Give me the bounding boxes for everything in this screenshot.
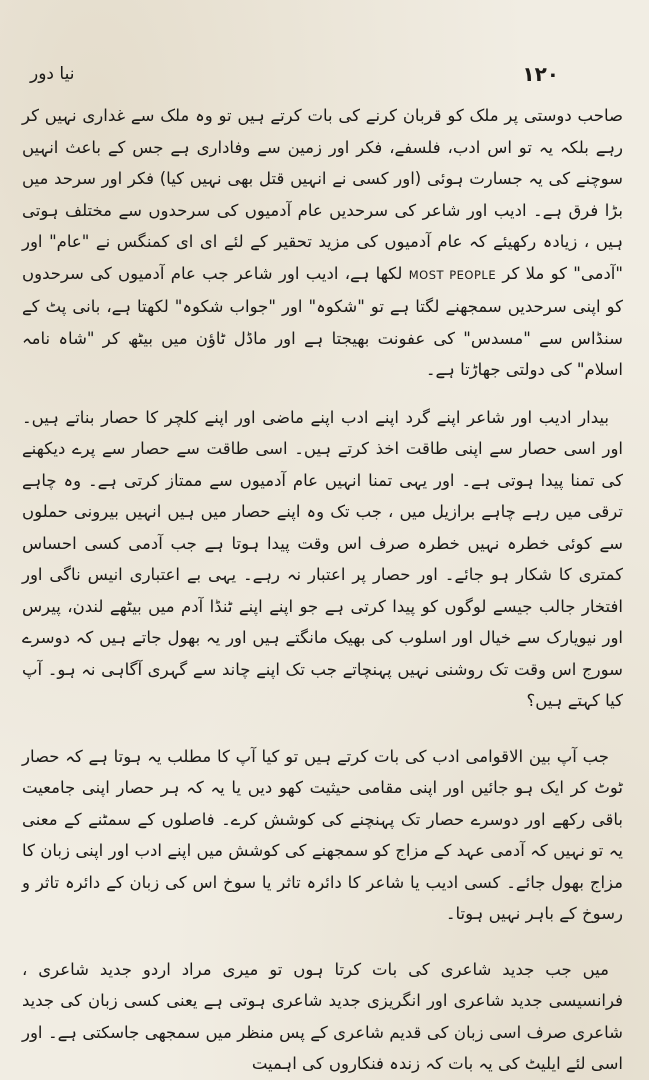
running-title: نیا دور	[30, 64, 75, 84]
page-header	[30, 62, 619, 96]
most-people-term: MOST PEOPLE	[408, 267, 497, 282]
paragraph-1-continuation: لکھا ہے، ادیب اور شاعر جب عام آدمیوں کی سرحدوں کو اپنی سرحدیں سمجھنے لگتا ہے تو "شکوہ" اور "جواب شکوہ" لکھتا ہے، بانی پٹ کے سنڈاس سے "مسدس" کی عفونت بھیجتا ہے اور ماڈل ٹاؤن میں بیٹھ کر "شاہ نامہ اسلام" کی دولتی جھاڑتا ہے۔	[22, 263, 623, 379]
paragraph-4: میں جب جدید شاعری کی بات کرتا ہوں تو میری مراد اردو جدید شاعری ، فرانسیسی جدید شاعری اور انگریزی جدید شاعری ہوتی ہے یعنی کسی زبان کی جدید شاعری صرف اسی زبان کی قدیم شاعری کے پس منظر میں سمجھی جاسکتی ہے۔ اور اسی لئے ایلیٹ کی یہ بات کہ زندہ فنکاروں کی اہمیت	[22, 959, 623, 1073]
paragraph-1-text: صاحب دوستی پر ملک کو قربان کرنے کی بات کرتے ہیں تو وہ ملک سے غداری نہیں کر رہے بلکہ یہ تو اس ادب، فلسفے، فکر اور زمین سے وفاداری ہے جس کے باعث انہیں سوچنے کی یہ جسارت ہوئی (اور کسی نے انہیں قتل بھی نہیں کیا) فکر اور سرحد میں بڑا فرق ہے۔ ادیب اور شاعر کی سرحدیں عام آدمیوں کی سرحدوں سے مختلف ہوتی ہیں ، زیادہ رکھیئے کہ عام آدمیوں کی مزید تحقیر کے لئے ای ای کمنگس نے "عام" اور "آدمی" کو ملا کر	[22, 106, 623, 283]
page-number: ۱۲۰	[522, 62, 559, 86]
paragraph-1	[22, 100, 623, 386]
paragraph-2: بیدار ادیب اور شاعر اپنے گرد اپنے ادب اپنے ماضی اور اپنے کلچر کا حصار بناتے ہیں۔ اور اسی حصار سے اپنی طاقت اخذ کرتے ہیں۔ اسی طاقت سے حصار سے پرے دیکھنے کی تمنا پیدا ہوتی ہے۔ اور یہی تمنا انہیں عام آدمیوں سے ممتاز کرتی ہے۔ وہ چاہے ترقی میں رہے چاہے برازیل میں ، جب تک وہ اپنے حصار میں ہیں انہیں بیرونی حملوں سے کوئی خطرہ نہیں خطرہ صرف اس وقت پیدا ہوتا ہے جب آدمی کسی احساس کمتری کا شکار ہو جائے۔ اور حصار پر اعتبار نہ رہے۔ یہی بے اعتباری انیس ناگی اور افتخار جالب جیسے لوگوں کو پیدا کرتی ہے جو اپنے اپنے ٹنڈا آدم میں بیٹھے لندن، پیرس اور نیویارک سے خیال اور اسلوب کی بھیک مانگتے ہیں اور یہ بھول جاتے ہیں کہ دوسرے سورج اس وقت تک روشنی نہیں پہنچاتے جب تک اپنے چاند سے گہری آگاہی نہ ہو۔ آپ کیا کہتے ہیں؟	[22, 407, 623, 710]
page-body	[22, 100, 623, 1080]
paragraph-3: جب آپ بین الاقوامی ادب کی بات کرتے ہیں تو کیا آپ کا مطلب یہ ہوتا ہے کہ حصار ٹوٹ کر ایک ہو جائیں اور اپنی مقامی حیثیت کھو دیں یا یہ کہ ہر حصار اپنی جامعیت باقی رکھے اور دوسرے حصار تک پہنچنے کی کوشش کرے۔ فاصلوں کے سمٹنے کے معنی یہ تو نہیں کہ آدمی عہد کے مزاج کو سمجھنے کی کوشش میں اپنے ادب اور اپنی زبان کا مزاج بھول جائے۔ کسی ادیب یا شاعر کا دائرہ تاثر یا سوخ اس کی زبان کے دائرہ تاثر و رسوخ کے باہر نہیں ہوتا۔	[22, 746, 623, 923]
